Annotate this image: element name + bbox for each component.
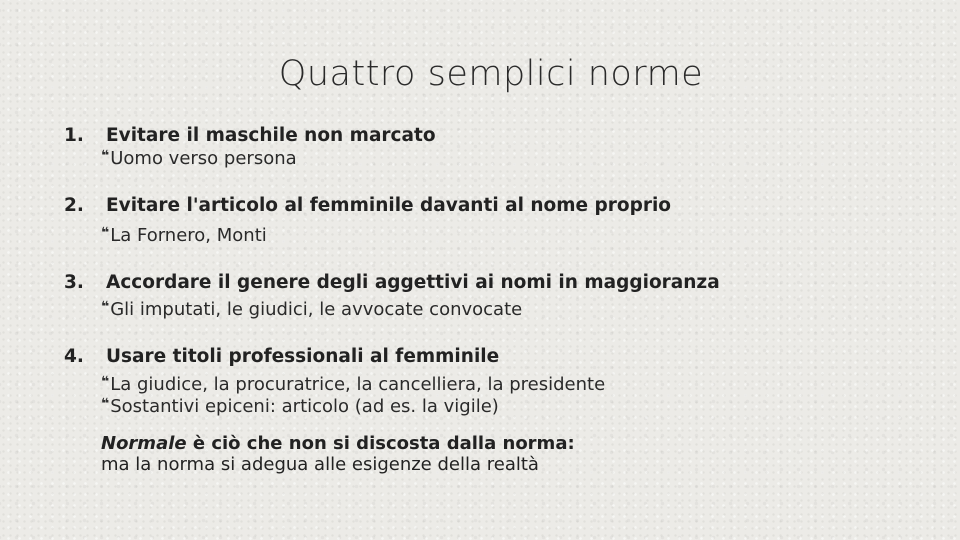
closing-note: Normale è ciò che non si discosta dalla norma: ma la norma si adegua alle esigenze della realtà <box>101 433 575 475</box>
quote-bullet-icon: ❝ <box>101 396 108 412</box>
note-emphasis: Normale <box>101 433 187 454</box>
list-item-3 <box>64 272 720 294</box>
list-item-4 <box>64 346 499 368</box>
sub-item: ❝ Sostantivi epiceni: articolo (ad es. la vigile) <box>101 396 499 417</box>
sub-item: ❝ La giudice, la procuratrice, la cancelliera, la presidente <box>101 374 606 395</box>
list-item-1 <box>64 125 436 147</box>
item-heading: Evitare l'articolo al femminile davanti al nome proprio <box>106 195 672 216</box>
quote-bullet-icon: ❝ <box>101 374 108 390</box>
sub-item: ❝ La Fornero, Monti <box>101 225 267 246</box>
sub-item: ❝ Uomo verso persona <box>101 148 297 169</box>
item-number: 3. <box>64 272 84 293</box>
item-heading: Evitare il maschile non marcato <box>106 125 436 146</box>
quote-bullet-icon: ❝ <box>101 225 108 241</box>
list-item-2 <box>64 195 671 217</box>
item-number: 4. <box>64 346 84 367</box>
slide-title: Quattro semplici norme <box>278 54 704 94</box>
note-line-2: ma la norma si adegua alle esigenze della realtà <box>101 454 539 475</box>
sub-item: ❝ Gli imputati, le giudici, le avvocate convocate <box>101 299 523 320</box>
quote-bullet-icon: ❝ <box>101 148 108 164</box>
item-number: 2. <box>64 195 84 216</box>
item-heading: Accordare il genere degli aggettivi ai nomi in maggioranza <box>106 272 720 293</box>
quote-bullet-icon: ❝ <box>101 299 108 315</box>
item-number: 1. <box>64 125 84 146</box>
item-heading: Usare titoli professionali al femminile <box>106 346 500 367</box>
